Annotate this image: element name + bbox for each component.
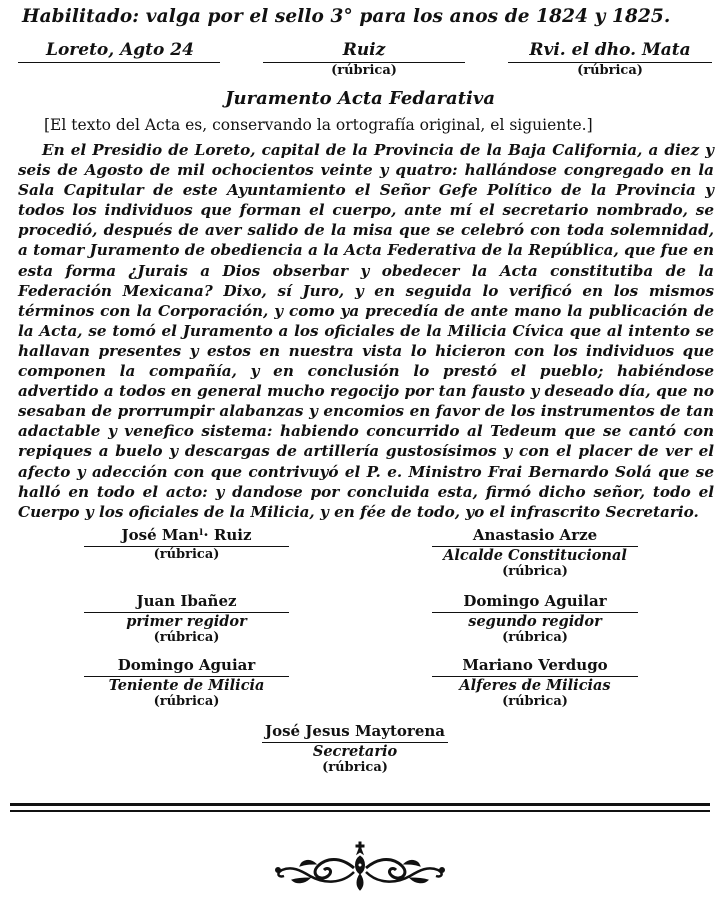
signatory-name: Domingo Aguiar xyxy=(117,656,256,674)
signature-rubrica: (rúbrica) xyxy=(153,694,220,709)
fleuron-ornament-icon xyxy=(270,840,450,896)
rule-place-date xyxy=(18,62,220,63)
signature-block xyxy=(432,592,638,645)
signature-rubrica: (rúbrica) xyxy=(153,547,220,562)
signatory-role: Alcalde Constitucional xyxy=(443,547,627,564)
signature-block xyxy=(432,656,638,709)
signatory-name: Domingo Aguilar xyxy=(463,592,607,610)
signature-rubrica: (rúbrica) xyxy=(502,694,568,709)
top-signature-ruiz: Ruiz xyxy=(342,40,386,60)
signatory-role: Alferes de Milicias xyxy=(459,677,611,694)
signatory-role: Teniente de Milicia xyxy=(108,677,265,694)
signatory-role: segundo regidor xyxy=(468,613,602,630)
place-date: Loreto, Agto 24 xyxy=(46,40,194,60)
signatory-name: Juan Ibañez xyxy=(136,592,237,610)
acta-body-text: En el Presidio de Loreto, capital de la Provincia de la Baja California, a diez y seis de Agosto de mil ochocientos veinte y quatro: hallándose congregado en la Sala Capitular de este Ayuntamiento el Señor Gefe Político de la Provincia y todos los individuos que forman el cuerpo, ante mí el secretario nombrado, se procedió, después de aver salido de la misa que se celebró con toda solemnidad, a tomar Juramento de obediencia a la Acta Federativa de la República, que fue en esta forma ¿Jurais a Dios obserbar y obedecer la Acta constitutiba de la Federación Mexicana? Dixo, sí Juro, y en seguida lo verificó en los mismos términos con la Corporación, y como ya precedía de ante mano la publicación de la Acta, se tomó el Juramento a los oficiales de la Milicia Cívica que al intento se hallavan presentes y estos en nuestra vista lo hicieron con los individuos que componen la compañía, y en conclusión lo prestó el pueblo; habiéndose advertido a todos en general mucho regocijo por tan fausto y deseado día, que no sesaban de prorrumpir alabanzas y encomios en favor de los instrumentos de tan adactable y venefico sistema: habiendo concurrido al Tedeum que se cantó con repiques a buelo y descargas de artillería gustosísimos y con el placer de ver el afecto y adección con que contrivuyó el P. e. Ministro Frai Bernardo Solá que se halló en todo el acto: y dandose por concluida esta, firmó dicho señor, todo el Cuerpo y los oficiales de la Milicia, y en fée de todo, yo el infrascrito Secretario. xyxy=(18,141,714,521)
signature-block xyxy=(84,592,289,645)
signatory-name: José Jesus Maytorena xyxy=(264,722,445,740)
rubrica-mata: (rúbrica) xyxy=(577,63,643,78)
editorial-note: [El texto del Acta es, conservando la ortografía original, el siguiente.] xyxy=(44,116,593,134)
signature-block xyxy=(432,526,638,579)
signature-block xyxy=(84,526,289,562)
signature-rubrica: (rúbrica) xyxy=(502,630,568,645)
habilitado-line: Habilitado: valga por el sello 3° para los anos de 1824 y 1825. xyxy=(22,6,671,27)
signature-block xyxy=(84,656,289,709)
signatory-role: Secretario xyxy=(312,743,398,760)
signatory-role: primer regidor xyxy=(126,613,247,630)
rubrica-ruiz: (rúbrica) xyxy=(331,63,397,78)
signature-rubrica: (rúbrica) xyxy=(322,760,388,775)
signature-block-secretario xyxy=(262,722,448,775)
signature-rubrica: (rúbrica) xyxy=(153,630,220,645)
signature-rubrica: (rúbrica) xyxy=(502,564,568,579)
top-signature-mata: Rvi. el dho. Mata xyxy=(529,40,691,60)
double-rule-bottom xyxy=(10,810,710,812)
signatory-name: Mariano Verdugo xyxy=(462,656,608,674)
signatory-name: Anastasio Arze xyxy=(472,526,598,544)
signatory-name: José Manˡ· Ruiz xyxy=(121,526,252,544)
double-rule-top xyxy=(10,803,710,806)
document-title: Juramento Acta Fedarativa xyxy=(224,88,495,109)
